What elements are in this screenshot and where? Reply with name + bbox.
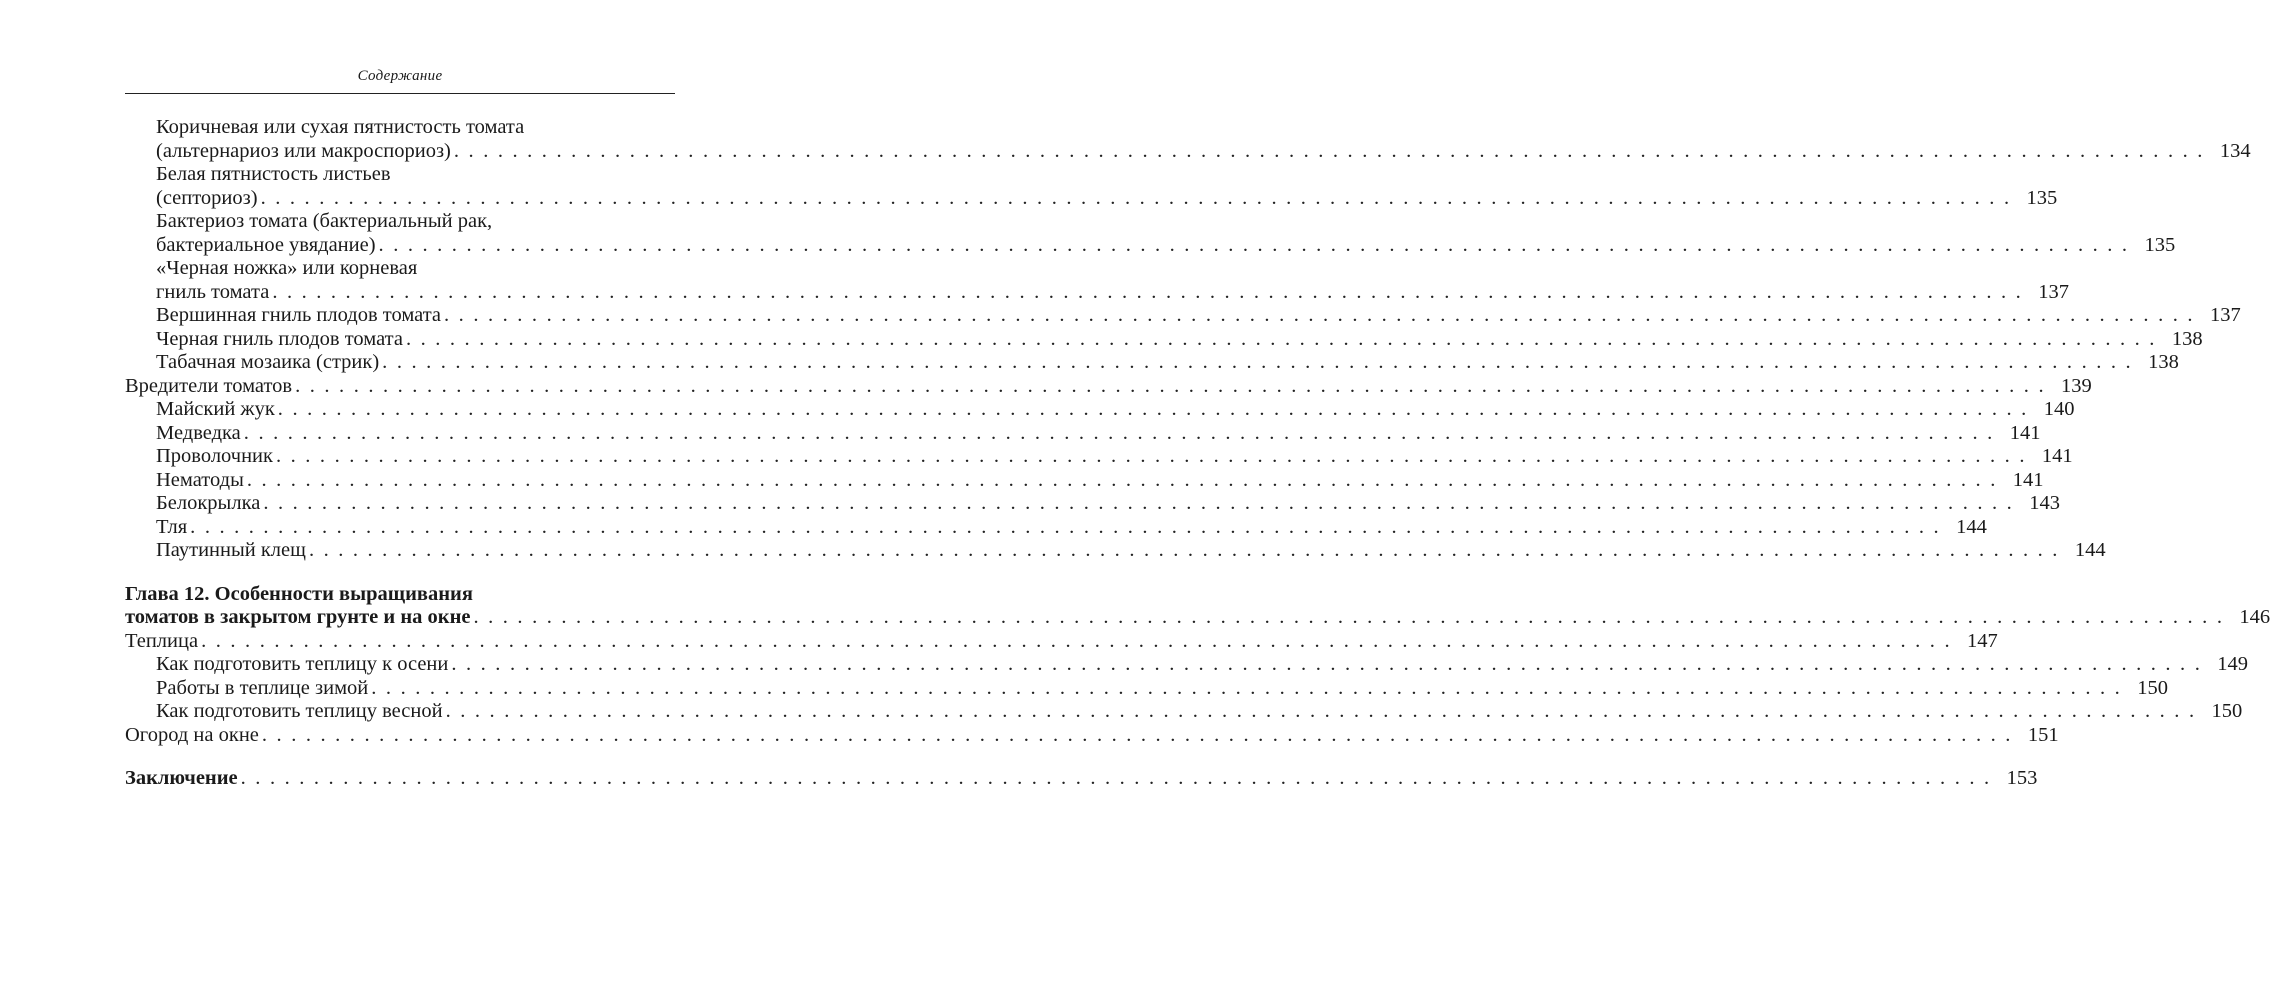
- toc-entry-line: [156, 445, 2073, 469]
- toc-page-number: 134: [2219, 139, 2251, 162]
- toc-entry-title: Работы в теплице зимой: [156, 676, 369, 699]
- toc-entry: [125, 163, 2058, 210]
- toc-entry: [125, 421, 2041, 446]
- toc-entry-title-line: «Черная ножка» или корневая: [156, 257, 418, 279]
- toc-entry: [125, 468, 2044, 493]
- toc-entry-title: Табачная мозаика (стрик): [156, 351, 380, 373]
- dot-leader: . . . . . . . . . . . . . . . . . . . . . . . . . . . . . . . . . . . . . . . . . . . . . . . . . . . . . . . . . . . . . . . . . . . . . . . . . . . . . . . . . . . . . . . . . . . . . . . . . . . . . . . . . . . . . . . . . . . . . . . .: [190, 515, 1941, 538]
- dot-leader: . . . . . . . . . . . . . . . . . . . . . . . . . . . . . . . . . . . . . . . . . . . . . . . . . . . . . . . . . . . . . . . . . . . . . . . . . . . . . . . . . . . . . . . . . . . . . . . . . . . . . . . . . . . . . . . . . . . . . . . .: [308, 539, 2060, 561]
- toc-entry-line: [156, 421, 2041, 446]
- dot-leader: . . . . . . . . . . . . . . . . . . . . . . . . . . . . . . . . . . . . . . . . . . . . . . . . . . . . . . . . . . . . . . . . . . . . . . . . . . . . . . . . . . . . . . . . . . . . . . . . . . . . . . . . . . . . . . . . . . . . . . . .: [445, 700, 2197, 722]
- toc-entry-title: (септориоз): [156, 186, 258, 209]
- toc-entry-line: [125, 767, 2038, 791]
- toc-entry: [125, 492, 2060, 516]
- toc-page-number: 143: [2029, 492, 2060, 514]
- toc-page-number: 153: [2006, 767, 2038, 789]
- toc-entry-line: [156, 280, 2069, 305]
- dot-leader: . . . . . . . . . . . . . . . . . . . . . . . . . . . . . . . . . . . . . . . . . . . . . . . . . . . . . . . . . . . . . . . . . . . . . . . . . . . . . . . . . . . . . . . . . . . . . . . . . . . . . . . . . . . . . . . . . . . . . . . .: [263, 492, 2014, 514]
- toc-entry-line: [156, 398, 2075, 422]
- toc-entry: [125, 116, 2251, 163]
- toc-entry: [125, 445, 2073, 469]
- toc-entry-line: [156, 139, 2251, 164]
- dot-leader: . . . . . . . . . . . . . . . . . . . . . . . . . . . . . . . . . . . . . . . . . . . . . . . . . . . . . . . . . . . . . . . . . . . . . . . . . . . . . . . . . . . . . . . . . . . . . . . . . . . . . . . . . . . . . . . . . . . . . . . .: [378, 233, 2130, 256]
- dot-leader: . . . . . . . . . . . . . . . . . . . . . . . . . . . . . . . . . . . . . . . . . . . . . . . . . . . . . . . . . . . . . . . . . . . . . . . . . . . . . . . . . . . . . . . . . . . . . . . . . . . . . . . . . . . . . . . . . . . . . . . .: [260, 186, 2012, 209]
- toc-entry-title: Майский жук: [156, 398, 275, 420]
- toc-entry-line: [156, 327, 2203, 352]
- toc-entry-line: [156, 492, 2060, 516]
- toc-page-number: 149: [2217, 653, 2249, 675]
- toc-entry-line: [156, 351, 2179, 375]
- dot-leader: . . . . . . . . . . . . . . . . . . . . . . . . . . . . . . . . . . . . . . . . . . . . . . . . . . . . . . . . . . . . . . . . . . . . . . . . . . . . . . . . . . . . . . . . . . . . . . . . . . . . . . . . . . . . . . . . . . . . . . . .: [275, 445, 2027, 467]
- toc-entry: [125, 304, 2241, 328]
- toc-entry-title: Паутинный клещ: [156, 539, 306, 561]
- running-head: Содержание: [357, 68, 443, 84]
- toc-page-number: 150: [2137, 676, 2168, 699]
- dot-leader: . . . . . . . . . . . . . . . . . . . . . . . . . . . . . . . . . . . . . . . . . . . . . . . . . . . . . . . . . . . . . . . . . . . . . . . . . . . . . . . . . . . . . . . . . . . . . . . . . . . . . . . . . . . . . . . . . . . . . . . .: [295, 374, 2046, 397]
- dot-leader: . . . . . . . . . . . . . . . . . . . . . . . . . . . . . . . . . . . . . . . . . . . . . . . . . . . . . . . . . . . . . . . . . . . . . . . . . . . . . . . . . . . . . . . . . . . . . . . . . . . . . . . . . . . . . . . . . . . . . . . .: [261, 723, 2013, 746]
- toc-entry-title: Как подготовить теплицу весной: [156, 700, 443, 722]
- toc-entry: [125, 700, 2243, 724]
- toc-entry: [125, 327, 2203, 352]
- toc-entry-title-line: Глава 12. Особенности выращивания: [125, 582, 473, 605]
- toc-entry-title: Проволочник: [156, 445, 273, 467]
- toc-entry: [125, 676, 2168, 701]
- toc-entry: [125, 351, 2179, 375]
- toc-entry-line: [156, 233, 2176, 258]
- toc-entry-title: Белокрылка: [156, 492, 261, 514]
- toc-page-number: 147: [1967, 629, 1998, 652]
- toc-entry-title: гниль томата: [156, 280, 270, 303]
- toc-entry-line: [125, 374, 2092, 399]
- toc-page-number: 135: [2026, 186, 2058, 209]
- dot-leader: . . . . . . . . . . . . . . . . . . . . . . . . . . . . . . . . . . . . . . . . . . . . . . . . . . . . . . . . . . . . . . . . . . . . . . . . . . . . . . . . . . . . . . . . . . . . . . . . . . . . . . . . . . . . . . . . . . . . . . . .: [451, 653, 2203, 675]
- dot-leader: . . . . . . . . . . . . . . . . . . . . . . . . . . . . . . . . . . . . . . . . . . . . . . . . . . . . . . . . . . . . . . . . . . . . . . . . . . . . . . . . . . . . . . . . . . . . . . . . . . . . . . . . . . . . . . . . . . . . . . . .: [201, 629, 1952, 652]
- toc-page-number: 137: [2038, 280, 2069, 303]
- toc-entry: [125, 629, 1998, 654]
- dot-leader: . . . . . . . . . . . . . . . . . . . . . . . . . . . . . . . . . . . . . . . . . . . . . . . . . . . . . . . . . . . . . . . . . . . . . . . . . . . . . . . . . . . . . . . . . . . . . . . . . . . . . . . . . . . . . . . . . . . . . . . .: [243, 421, 1995, 444]
- dot-leader: . . . . . . . . . . . . . . . . . . . . . . . . . . . . . . . . . . . . . . . . . . . . . . . . . . . . . . . . . . . . . . . . . . . . . . . . . . . . . . . . . . . . . . . . . . . . . . . . . . . . . . . . . . . . . . . . . . . . . . . .: [444, 304, 2195, 326]
- toc-entry-title: Черная гниль плодов томата: [156, 327, 403, 350]
- table-of-contents: [125, 116, 2270, 791]
- toc-page-number: 144: [2074, 539, 2106, 561]
- toc-entry: [125, 653, 2249, 677]
- toc-entry-title: Как подготовить теплицу к осени: [156, 653, 449, 675]
- header-rule: [125, 93, 675, 94]
- toc-entry-title-line: Бактериоз томата (бактериальный рак,: [156, 210, 493, 232]
- toc-page-number: 141: [2041, 445, 2073, 467]
- toc-entry: [125, 210, 2176, 257]
- toc-entry-title: Нематоды: [156, 468, 244, 491]
- toc-page-number: 137: [2209, 304, 2241, 326]
- toc-entry: [125, 398, 2075, 422]
- dot-leader: . . . . . . . . . . . . . . . . . . . . . . . . . . . . . . . . . . . . . . . . . . . . . . . . . . . . . . . . . . . . . . . . . . . . . . . . . . . . . . . . . . . . . . . . . . . . . . . . . . . . . . . . . . . . . . . . . . . . . . . .: [246, 468, 1998, 491]
- toc-entry-title: Вершинная гниль плодов томата: [156, 304, 442, 326]
- toc-entry-title: Заключение: [125, 767, 238, 789]
- toc-entry-title-line: Белая пятнистость листьев: [156, 163, 391, 185]
- toc-entry-line: [156, 515, 1987, 540]
- toc-entry: [125, 767, 2038, 791]
- toc-entry-line: [125, 723, 2059, 748]
- toc-entry-line: [156, 676, 2168, 701]
- dot-leader: . . . . . . . . . . . . . . . . . . . . . . . . . . . . . . . . . . . . . . . . . . . . . . . . . . . . . . . . . . . . . . . . . . . . . . . . . . . . . . . . . . . . . . . . . . . . . . . . . . . . . . . . . . . . . . . . . . . . . . . .: [272, 280, 2023, 303]
- toc-entry-title: (альтернариоз или макроспориоз): [156, 139, 451, 162]
- toc-entry: [125, 723, 2059, 748]
- toc-page-number: 146: [2239, 606, 2270, 628]
- toc-entry-line: [156, 186, 2058, 211]
- toc-entry-line: [156, 700, 2243, 724]
- toc-page-number: 141: [2012, 468, 2044, 491]
- dot-leader: . . . . . . . . . . . . . . . . . . . . . . . . . . . . . . . . . . . . . . . . . . . . . . . . . . . . . . . . . . . . . . . . . . . . . . . . . . . . . . . . . . . . . . . . . . . . . . . . . . . . . . . . . . . . . . . . . . . . . . . .: [405, 327, 2157, 350]
- dot-leader: . . . . . . . . . . . . . . . . . . . . . . . . . . . . . . . . . . . . . . . . . . . . . . . . . . . . . . . . . . . . . . . . . . . . . . . . . . . . . . . . . . . . . . . . . . . . . . . . . . . . . . . . . . . . . . . . . . . . . . . .: [277, 398, 2029, 420]
- toc-entry: [125, 515, 1987, 540]
- toc-entry-line: [156, 304, 2241, 328]
- toc-page-number: 150: [2211, 700, 2243, 722]
- toc-entry-title-line: Коричневая или сухая пятнистость томата: [156, 116, 525, 138]
- toc-page-number: 139: [2061, 374, 2092, 397]
- toc-entry: [125, 257, 2069, 304]
- toc-page-number: 138: [2148, 351, 2179, 373]
- toc-entry: [125, 374, 2092, 399]
- toc-page-number: 141: [2009, 421, 2041, 444]
- toc-page-number: 135: [2144, 233, 2176, 256]
- toc-entry-title: Вредители томатов: [125, 374, 293, 397]
- dot-leader: . . . . . . . . . . . . . . . . . . . . . . . . . . . . . . . . . . . . . . . . . . . . . . . . . . . . . . . . . . . . . . . . . . . . . . . . . . . . . . . . . . . . . . . . . . . . . . . . . . . . . . . . . . . . . . . . . . . . . . . .: [371, 676, 2122, 699]
- dot-leader: . . . . . . . . . . . . . . . . . . . . . . . . . . . . . . . . . . . . . . . . . . . . . . . . . . . . . . . . . . . . . . . . . . . . . . . . . . . . . . . . . . . . . . . . . . . . . . . . . . . . . . . . . . . . . . . . . . . . . . . .: [240, 767, 1992, 789]
- dot-leader: . . . . . . . . . . . . . . . . . . . . . . . . . . . . . . . . . . . . . . . . . . . . . . . . . . . . . . . . . . . . . . . . . . . . . . . . . . . . . . . . . . . . . . . . . . . . . . . . . . . . . . . . . . . . . . . . . . . . . . . .: [382, 351, 2133, 373]
- toc-entry-line: [156, 539, 2106, 563]
- toc-entry-title: Огород на окне: [125, 723, 259, 746]
- toc-page-number: 144: [1956, 515, 1987, 538]
- toc-entry-line: [156, 653, 2249, 677]
- dot-leader: . . . . . . . . . . . . . . . . . . . . . . . . . . . . . . . . . . . . . . . . . . . . . . . . . . . . . . . . . . . . . . . . . . . . . . . . . . . . . . . . . . . . . . . . . . . . . . . . . . . . . . . . . . . . . . . . . . . . . . . .: [453, 139, 2205, 162]
- toc-entry: [125, 539, 2106, 563]
- toc-entry-line: [156, 468, 2044, 493]
- toc-entry-title: бактериальное увядание): [156, 233, 376, 256]
- toc-entry-line: [125, 606, 2270, 630]
- toc-entry-title: Теплица: [125, 629, 199, 652]
- toc-entry-title: Тля: [156, 515, 188, 538]
- toc-entry-line: [125, 629, 1998, 654]
- toc-page-number: 138: [2171, 327, 2203, 350]
- toc-page-number: 151: [2027, 723, 2059, 746]
- toc-entry-title: Медведка: [156, 421, 241, 444]
- toc-entry: [125, 582, 2270, 630]
- dot-leader: . . . . . . . . . . . . . . . . . . . . . . . . . . . . . . . . . . . . . . . . . . . . . . . . . . . . . . . . . . . . . . . . . . . . . . . . . . . . . . . . . . . . . . . . . . . . . . . . . . . . . . . . . . . . . . . . . . . . . . . .: [473, 606, 2225, 628]
- toc-entry-title: томатов в закрытом грунте и на окне: [125, 606, 471, 628]
- toc-page-number: 140: [2043, 398, 2075, 420]
